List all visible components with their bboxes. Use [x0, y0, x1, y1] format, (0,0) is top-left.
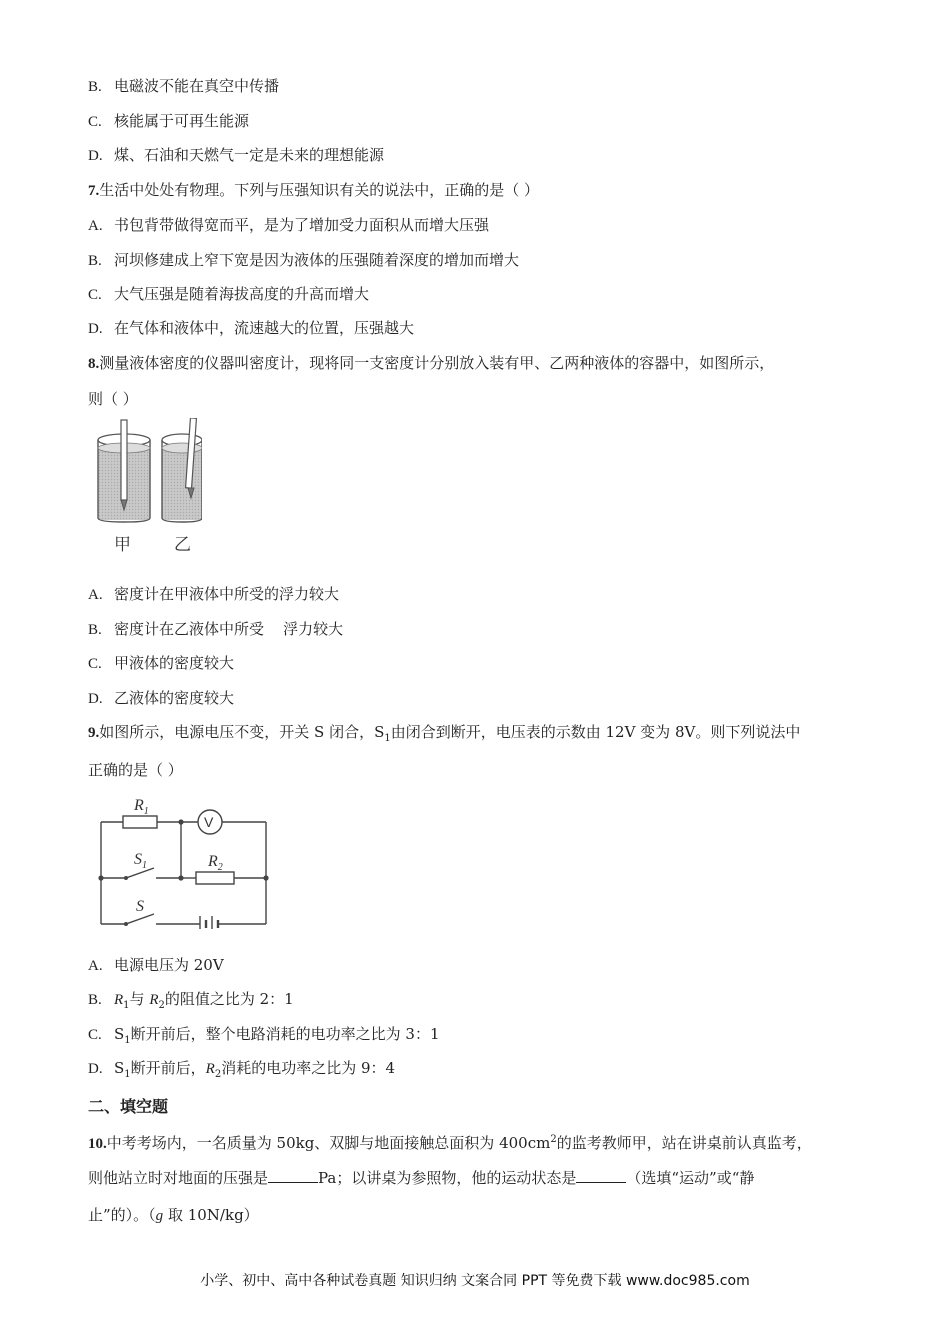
answer-blank-2[interactable] — [576, 1168, 626, 1183]
option-key: D. — [88, 691, 103, 707]
option-text: 核能属于可再生能源 — [114, 112, 250, 130]
label-yi: 乙 — [174, 535, 191, 555]
option-text: 断开前后， — [130, 1059, 206, 1077]
hydrometer-figure — [92, 418, 202, 558]
option-key: C. — [88, 114, 102, 130]
circuit-diagram — [96, 794, 271, 929]
s1-label: $S_1$ — [134, 851, 147, 871]
question-text: 则（ ） — [88, 390, 138, 408]
question-text: 则他站立时对地面的压强是 — [88, 1169, 269, 1187]
option-text: 断开前后，整个电路消耗的电功率之比为 3：1 — [130, 1025, 440, 1043]
question-number: 9. — [88, 725, 100, 741]
q9-option-b — [88, 989, 294, 1016]
option-text: 密度计在乙液体中所受 浮力较大 — [114, 620, 344, 638]
q6-option-c — [88, 111, 249, 132]
option-text: 在气体和液体中，流速越大的位置，压强越大 — [114, 319, 415, 337]
q7-option-b — [88, 250, 519, 271]
q8-option-c — [88, 653, 234, 674]
option-key: D. — [88, 148, 103, 164]
q7-option-d — [88, 318, 414, 339]
question-text: 的监考教师甲，站在讲桌前认真监考， — [556, 1134, 812, 1152]
question-number: 7. — [88, 183, 100, 199]
r1-label: $R_1$ — [134, 797, 149, 817]
s-label: S — [136, 898, 144, 915]
q6-option-b — [88, 76, 279, 97]
section-heading: 二、填空题 — [88, 1097, 169, 1116]
question-text: （选填“运动”或“静 — [626, 1169, 755, 1187]
q9-option-c — [88, 1024, 440, 1051]
option-key: B. — [88, 622, 102, 638]
option-key: B. — [88, 253, 102, 269]
option-text: 电源电压为 20V — [114, 956, 224, 974]
question-text: 中考考场内，一名质量为 50kg、双脚与地面接触总面积为 400cm — [106, 1134, 551, 1152]
r2-symbol: R — [149, 992, 159, 1008]
subscript: 1 — [384, 733, 391, 744]
option-key: C. — [88, 656, 102, 672]
option-text: 大气压强是随着海拔高度的升高而增大 — [114, 285, 370, 303]
s1-symbol: S — [114, 1059, 125, 1077]
beaker-yi — [162, 418, 202, 522]
q10-stem-end — [88, 1205, 259, 1226]
q8-option-b — [88, 619, 343, 640]
page-footer: 小学、初中、高中各种试卷真题 知识归纳 文案合同 PPT 等免费下载 www.doc985.com — [200, 1273, 750, 1289]
q8-option-d — [88, 688, 234, 709]
question-text: 止”的）。（ — [88, 1206, 156, 1224]
q10-stem — [88, 1130, 812, 1154]
option-text: 的阻值之比为 2：1 — [164, 990, 294, 1008]
r1-symbol: R — [114, 992, 124, 1008]
q8-stem-cont — [88, 389, 138, 409]
subscript: 2 — [214, 1069, 222, 1080]
option-text: 与 — [129, 990, 150, 1008]
question-text: Pa；以讲桌为参照物，他的运动状态是 — [318, 1169, 577, 1187]
subscript: 2 — [158, 1000, 165, 1011]
option-text: 书包背带做得宽而平，是为了增加受力面积从而增大压强 — [114, 216, 490, 234]
question-text: 取 10N/kg） — [163, 1206, 259, 1224]
option-text: 电磁波不能在真空中传播 — [114, 77, 280, 95]
q8-option-a — [88, 584, 339, 605]
option-text: 甲液体的密度较大 — [114, 654, 235, 672]
hydrometer-diagram — [92, 418, 202, 558]
option-text: 密度计在甲液体中所受的浮力较大 — [114, 585, 340, 603]
beaker-jia — [98, 420, 150, 522]
subscript: 1 — [123, 1000, 130, 1011]
option-key: D. — [88, 1061, 103, 1077]
option-text: 乙液体的密度较大 — [114, 689, 235, 707]
q9-option-a — [88, 955, 224, 976]
option-key: C. — [88, 287, 102, 303]
q9-stem-cont — [88, 760, 183, 780]
question-text: 由闭合到断开，电压表的示数由 12V 变为 8V。则下列说法中 — [390, 723, 801, 741]
q9-option-d — [88, 1058, 395, 1085]
q7-option-a — [88, 215, 489, 236]
q7-option-c — [88, 284, 369, 305]
voltmeter-label: V — [204, 814, 214, 830]
answer-blank-1[interactable] — [268, 1168, 318, 1183]
q7-stem — [88, 180, 539, 201]
subscript: 1 — [124, 1035, 131, 1046]
option-text: 消耗的电功率之比为 9：4 — [221, 1059, 396, 1077]
question-text: 正确的是（ ） — [88, 761, 183, 779]
option-key: B. — [88, 79, 102, 95]
option-key: A. — [88, 958, 103, 974]
label-jia: 甲 — [114, 535, 131, 555]
question-number: 10. — [88, 1136, 107, 1152]
s1-symbol: S — [114, 1025, 125, 1043]
option-text: 河坝修建成上窄下宽是因为液体的压强随着深度的增加而增大 — [114, 251, 520, 269]
q6-option-d — [88, 145, 384, 166]
q8-stem — [88, 353, 774, 374]
q10-stem-cont — [88, 1168, 754, 1188]
subscript: 1 — [124, 1069, 131, 1080]
r2-label: $R_2$ — [208, 853, 223, 873]
option-key: A. — [88, 587, 103, 603]
option-text: 煤、石油和天燃气一定是未来的理想能源 — [114, 146, 385, 164]
question-text: 如图所示，电源电压不变，开关 S 闭合，S — [99, 723, 385, 741]
option-key: C. — [88, 1027, 102, 1043]
question-text: 测量液体密度的仪器叫密度计，现将同一支密度计分别放入装有甲、乙两种液体的容器中，如图所示， — [99, 354, 775, 372]
option-key: D. — [88, 321, 103, 337]
option-key: B. — [88, 992, 102, 1008]
option-key: A. — [88, 218, 103, 234]
circuit-figure — [96, 794, 271, 929]
q9-stem — [88, 722, 800, 749]
question-text: 生活中处处有物理。下列与压强知识有关的说法中，正确的是（ ） — [99, 181, 540, 199]
g-symbol: g — [155, 1208, 164, 1224]
question-number: 8. — [88, 356, 100, 372]
r2-symbol: R — [205, 1061, 215, 1077]
superscript: 2 — [550, 1134, 557, 1145]
